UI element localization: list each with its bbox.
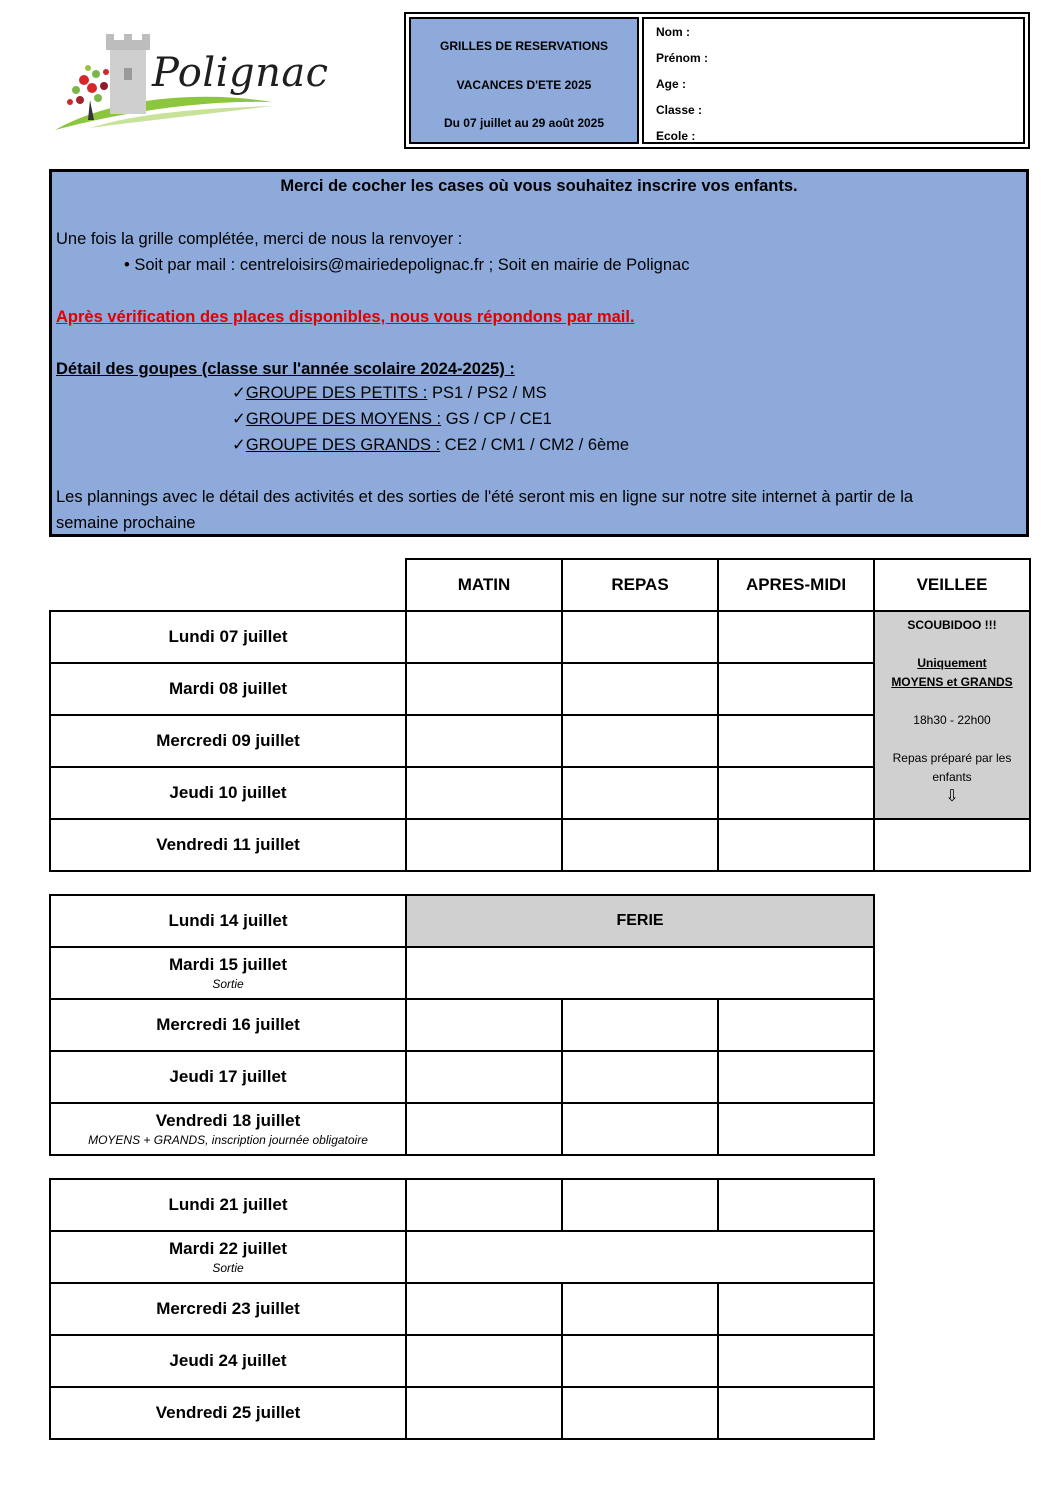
polignac-logo — [50, 28, 329, 138]
sortie-checkbox-cell[interactable] — [406, 947, 874, 999]
header-dates: Du 07 juillet au 29 août 2025 — [443, 116, 605, 130]
veillee-meal: Repas préparé par les enfants — [892, 751, 1012, 784]
checkbox-cell[interactable] — [562, 1283, 718, 1335]
checkbox-cell[interactable] — [562, 715, 718, 767]
day-label: Mardi 22 juillet Sortie — [50, 1231, 406, 1283]
checkbox-cell[interactable] — [562, 1103, 718, 1155]
day-label: Lundi 21 juillet — [50, 1179, 406, 1231]
checkbox-cell[interactable] — [562, 1051, 718, 1103]
day-label: Jeudi 10 juillet — [50, 767, 406, 819]
down-arrow-icon: ⇩ — [945, 788, 959, 805]
info-groups-title: Détail des goupes (classe sur l'année scolaire 2024-2025) : — [56, 360, 515, 378]
col-repas: REPAS — [562, 559, 718, 611]
checkbox-cell[interactable] — [718, 1051, 874, 1103]
field-ecole[interactable]: Ecole : — [656, 129, 696, 143]
info-warning: Après vérification des places disponibles, nous vous répondons par mail. — [56, 308, 635, 326]
header-box — [404, 12, 1030, 149]
info-heading: Merci de cocher les cases où vous souhaitez inscrire vos enfants. — [280, 177, 798, 195]
day-label: Mercredi 09 juillet — [50, 715, 406, 767]
field-age[interactable]: Age : — [656, 77, 686, 91]
checkbox-cell[interactable] — [406, 819, 562, 871]
day-label: Vendredi 11 juillet — [50, 819, 406, 871]
field-nom[interactable]: Nom : — [656, 25, 690, 39]
checkbox-cell[interactable] — [718, 611, 874, 663]
checkbox-cell[interactable] — [718, 1103, 874, 1155]
header-subtitle: VACANCES D'ETE 2025 — [456, 78, 592, 92]
field-classe[interactable]: Classe : — [656, 103, 703, 117]
checkbox-cell[interactable] — [718, 819, 874, 871]
checkbox-cell[interactable] — [562, 767, 718, 819]
day-label: Mardi 08 juillet — [50, 663, 406, 715]
veillee-only-line1: Uniquement — [917, 656, 987, 670]
checkbox-cell[interactable] — [718, 767, 874, 819]
child-info-panel — [642, 17, 1025, 144]
group-moyens: ✓GROUPE DES MOYENS : GS / CP / CE1 — [232, 410, 552, 428]
info-footer-line2: semaine prochaine — [56, 514, 196, 532]
col-veillee: VEILLEE — [874, 559, 1030, 611]
checkbox-cell[interactable] — [562, 1179, 718, 1231]
info-return-line: Une fois la grille complétée, merci de nous la renvoyer : — [56, 230, 463, 248]
header-title: GRILLES DE RESERVATIONS — [439, 39, 609, 53]
checkbox-cell[interactable] — [406, 767, 562, 819]
check-icon: ✓ — [232, 410, 246, 428]
checkbox-cell[interactable] — [562, 1335, 718, 1387]
checkbox-cell[interactable] — [406, 1051, 562, 1103]
checkbox-cell[interactable] — [718, 1387, 874, 1439]
info-box — [49, 169, 1029, 537]
checkbox-cell[interactable] — [562, 611, 718, 663]
checkbox-cell[interactable] — [718, 999, 874, 1051]
col-matin: MATIN — [406, 559, 562, 611]
day-label: Jeudi 24 juillet — [50, 1335, 406, 1387]
checkbox-cell[interactable] — [406, 1283, 562, 1335]
corner-cell — [50, 559, 406, 611]
day-label: Lundi 14 juillet — [50, 895, 406, 947]
logo-text: Polignac — [152, 50, 329, 96]
checkbox-cell[interactable] — [718, 1335, 874, 1387]
checkbox-cell[interactable] — [406, 1103, 562, 1155]
day-label: Lundi 07 juillet — [50, 611, 406, 663]
checkbox-cell[interactable] — [406, 1387, 562, 1439]
group-grands: ✓GROUPE DES GRANDS : CE2 / CM1 / CM2 / 6ème — [232, 436, 630, 454]
checkbox-cell[interactable] — [406, 999, 562, 1051]
sortie-checkbox-cell[interactable] — [406, 1231, 874, 1283]
checkbox-cell[interactable] — [718, 1283, 874, 1335]
info-footer-line1: Les plannings avec le détail des activités et des sorties de l'été seront mis en ligne sur notre site internet à partir de la — [56, 488, 914, 506]
day-label: Vendredi 25 juillet — [50, 1387, 406, 1439]
col-apres-midi: APRES-MIDI — [718, 559, 874, 611]
field-prenom[interactable]: Prénom : — [656, 51, 709, 65]
checkbox-cell[interactable] — [718, 663, 874, 715]
veillee-info-cell — [874, 611, 1030, 819]
day-label: Mardi 15 juillet Sortie — [50, 947, 406, 999]
group-petits: ✓GROUPE DES PETITS : PS1 / PS2 / MS — [232, 384, 547, 402]
checkbox-cell[interactable] — [562, 1387, 718, 1439]
checkbox-cell[interactable] — [562, 819, 718, 871]
day-label: Vendredi 18 juillet MOYENS + GRANDS, inscription journée obligatoire — [50, 1103, 406, 1155]
day-label: Jeudi 17 juillet — [50, 1051, 406, 1103]
check-icon: ✓ — [232, 436, 246, 454]
veillee-only-line2: MOYENS et GRANDS — [891, 675, 1013, 689]
week2-table — [49, 894, 875, 1156]
checkbox-cell[interactable] — [718, 1179, 874, 1231]
day-label: Mercredi 16 juillet — [50, 999, 406, 1051]
checkbox-cell[interactable] — [718, 715, 874, 767]
checkbox-cell[interactable] — [406, 611, 562, 663]
veillee-time: 18h30 - 22h00 — [913, 713, 991, 727]
veillee-title: SCOUBIDOO !!! — [907, 618, 997, 632]
header-title-panel — [409, 17, 639, 144]
checkbox-cell[interactable] — [406, 715, 562, 767]
ferie-cell: FERIE — [406, 895, 874, 947]
checkbox-cell[interactable] — [562, 999, 718, 1051]
checkbox-cell[interactable] — [406, 663, 562, 715]
check-icon: ✓ — [232, 384, 246, 402]
week1-table — [49, 558, 1031, 872]
checkbox-cell[interactable] — [562, 663, 718, 715]
week3-table — [49, 1178, 875, 1440]
checkbox-cell[interactable] — [874, 819, 1030, 871]
day-label: Mercredi 23 juillet — [50, 1283, 406, 1335]
info-contact-line: • Soit par mail : centreloisirs@mairiedepolignac.fr ; Soit en mairie de Polignac — [124, 256, 690, 274]
checkbox-cell[interactable] — [406, 1179, 562, 1231]
checkbox-cell[interactable] — [406, 1335, 562, 1387]
